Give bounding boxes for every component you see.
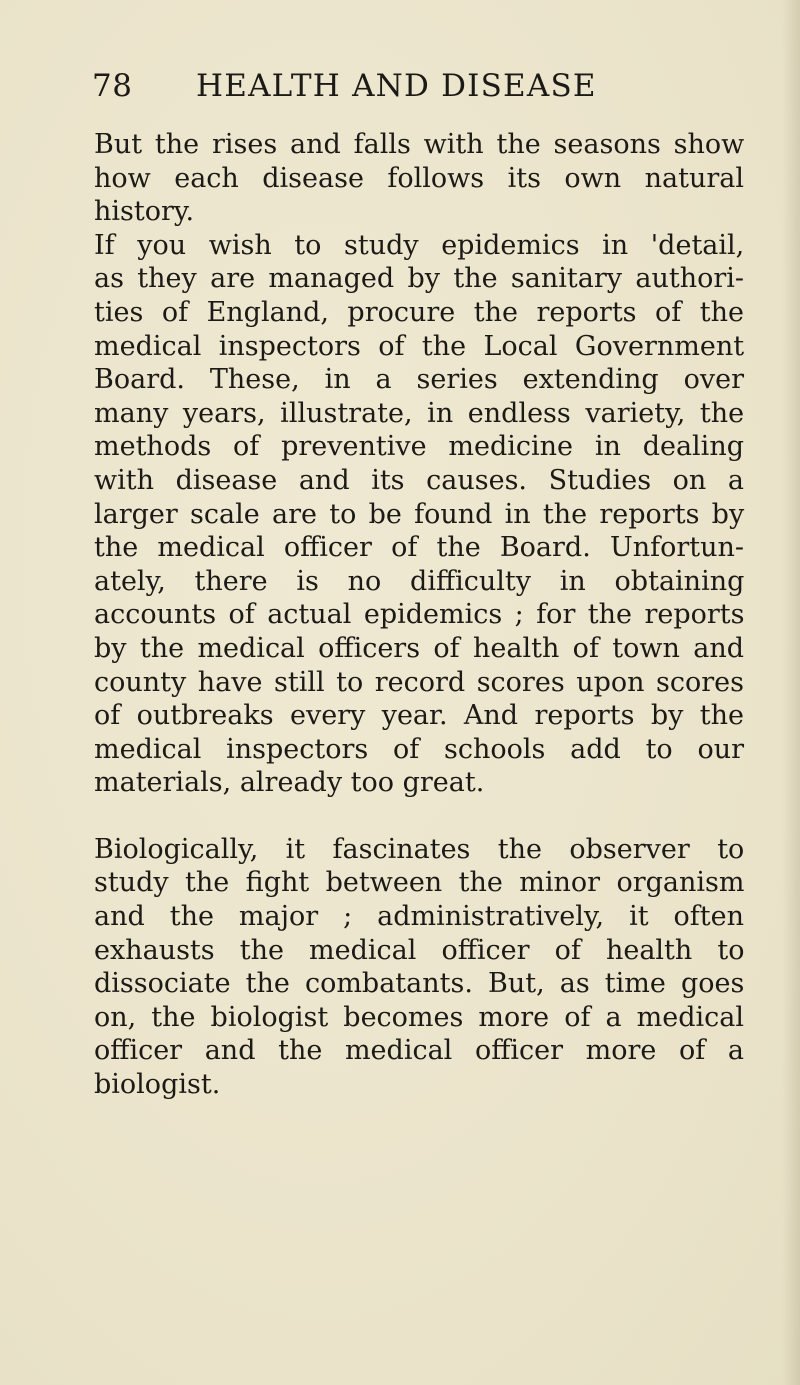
text-line: accounts of actual epidemics ; for the reports	[94, 599, 745, 631]
text-line: exhausts the medical officer of health to	[94, 934, 745, 966]
text-line: and the major ; administratively, it often	[94, 901, 744, 933]
text-line: Board. These, in a series extending over	[94, 364, 744, 396]
paragraph-2	[94, 229, 744, 800]
paragraph-3	[94, 833, 744, 1102]
text-line: study the fight between the minor organism	[94, 867, 745, 899]
text-line: medical inspectors of the Local Government	[94, 330, 745, 362]
text-line: by the medical officers of health of town and	[94, 632, 744, 664]
text-line: dissociate the combatants. But, as time goes	[94, 968, 745, 1000]
paragraph-1	[94, 128, 744, 229]
text-line: officer and the medical officer more of a	[94, 1035, 744, 1067]
paragraph-gap	[94, 800, 744, 833]
text-line: on, the biologist becomes more of a medical	[94, 1001, 744, 1033]
text-line: materials, already too great.	[94, 767, 485, 799]
text-line: ately, there is no difficulty in obtaining	[94, 565, 745, 597]
text-line: the medical officer of the Board. Unfortun-	[94, 532, 744, 564]
running-head: HEALTH AND DISEASE	[196, 68, 597, 104]
body-text	[94, 128, 744, 1102]
text-line: as they are managed by the sanitary authori-	[94, 263, 744, 295]
text-line: with disease and its causes. Studies on a	[94, 464, 744, 496]
text-line: biologist.	[94, 1069, 221, 1101]
text-line: medical inspectors of schools add to our	[94, 733, 744, 765]
text-line: of outbreaks every year. And reports by the	[94, 700, 744, 732]
text-line: If you wish to study epidemics in 'detail,	[94, 229, 745, 261]
text-line: But the rises and falls with the seasons show	[94, 129, 745, 160]
page-header	[92, 68, 742, 108]
text-line: history.	[94, 196, 195, 228]
text-line: larger scale are to be found in the reports by	[94, 498, 745, 530]
text-line: county have still to record scores upon scores	[94, 666, 744, 698]
page-number: 78	[92, 68, 133, 104]
text-line: Biologically, it fascinates the observer to	[94, 833, 745, 865]
text-line: ties of England, procure the reports of the	[94, 296, 744, 328]
page-edge-shadow	[782, 0, 800, 1385]
text-line: how each disease follows its own natural	[94, 162, 744, 194]
text-line: methods of preventive medicine in dealing	[94, 431, 744, 463]
text-line: many years, illustrate, in endless variety, the	[94, 397, 745, 429]
